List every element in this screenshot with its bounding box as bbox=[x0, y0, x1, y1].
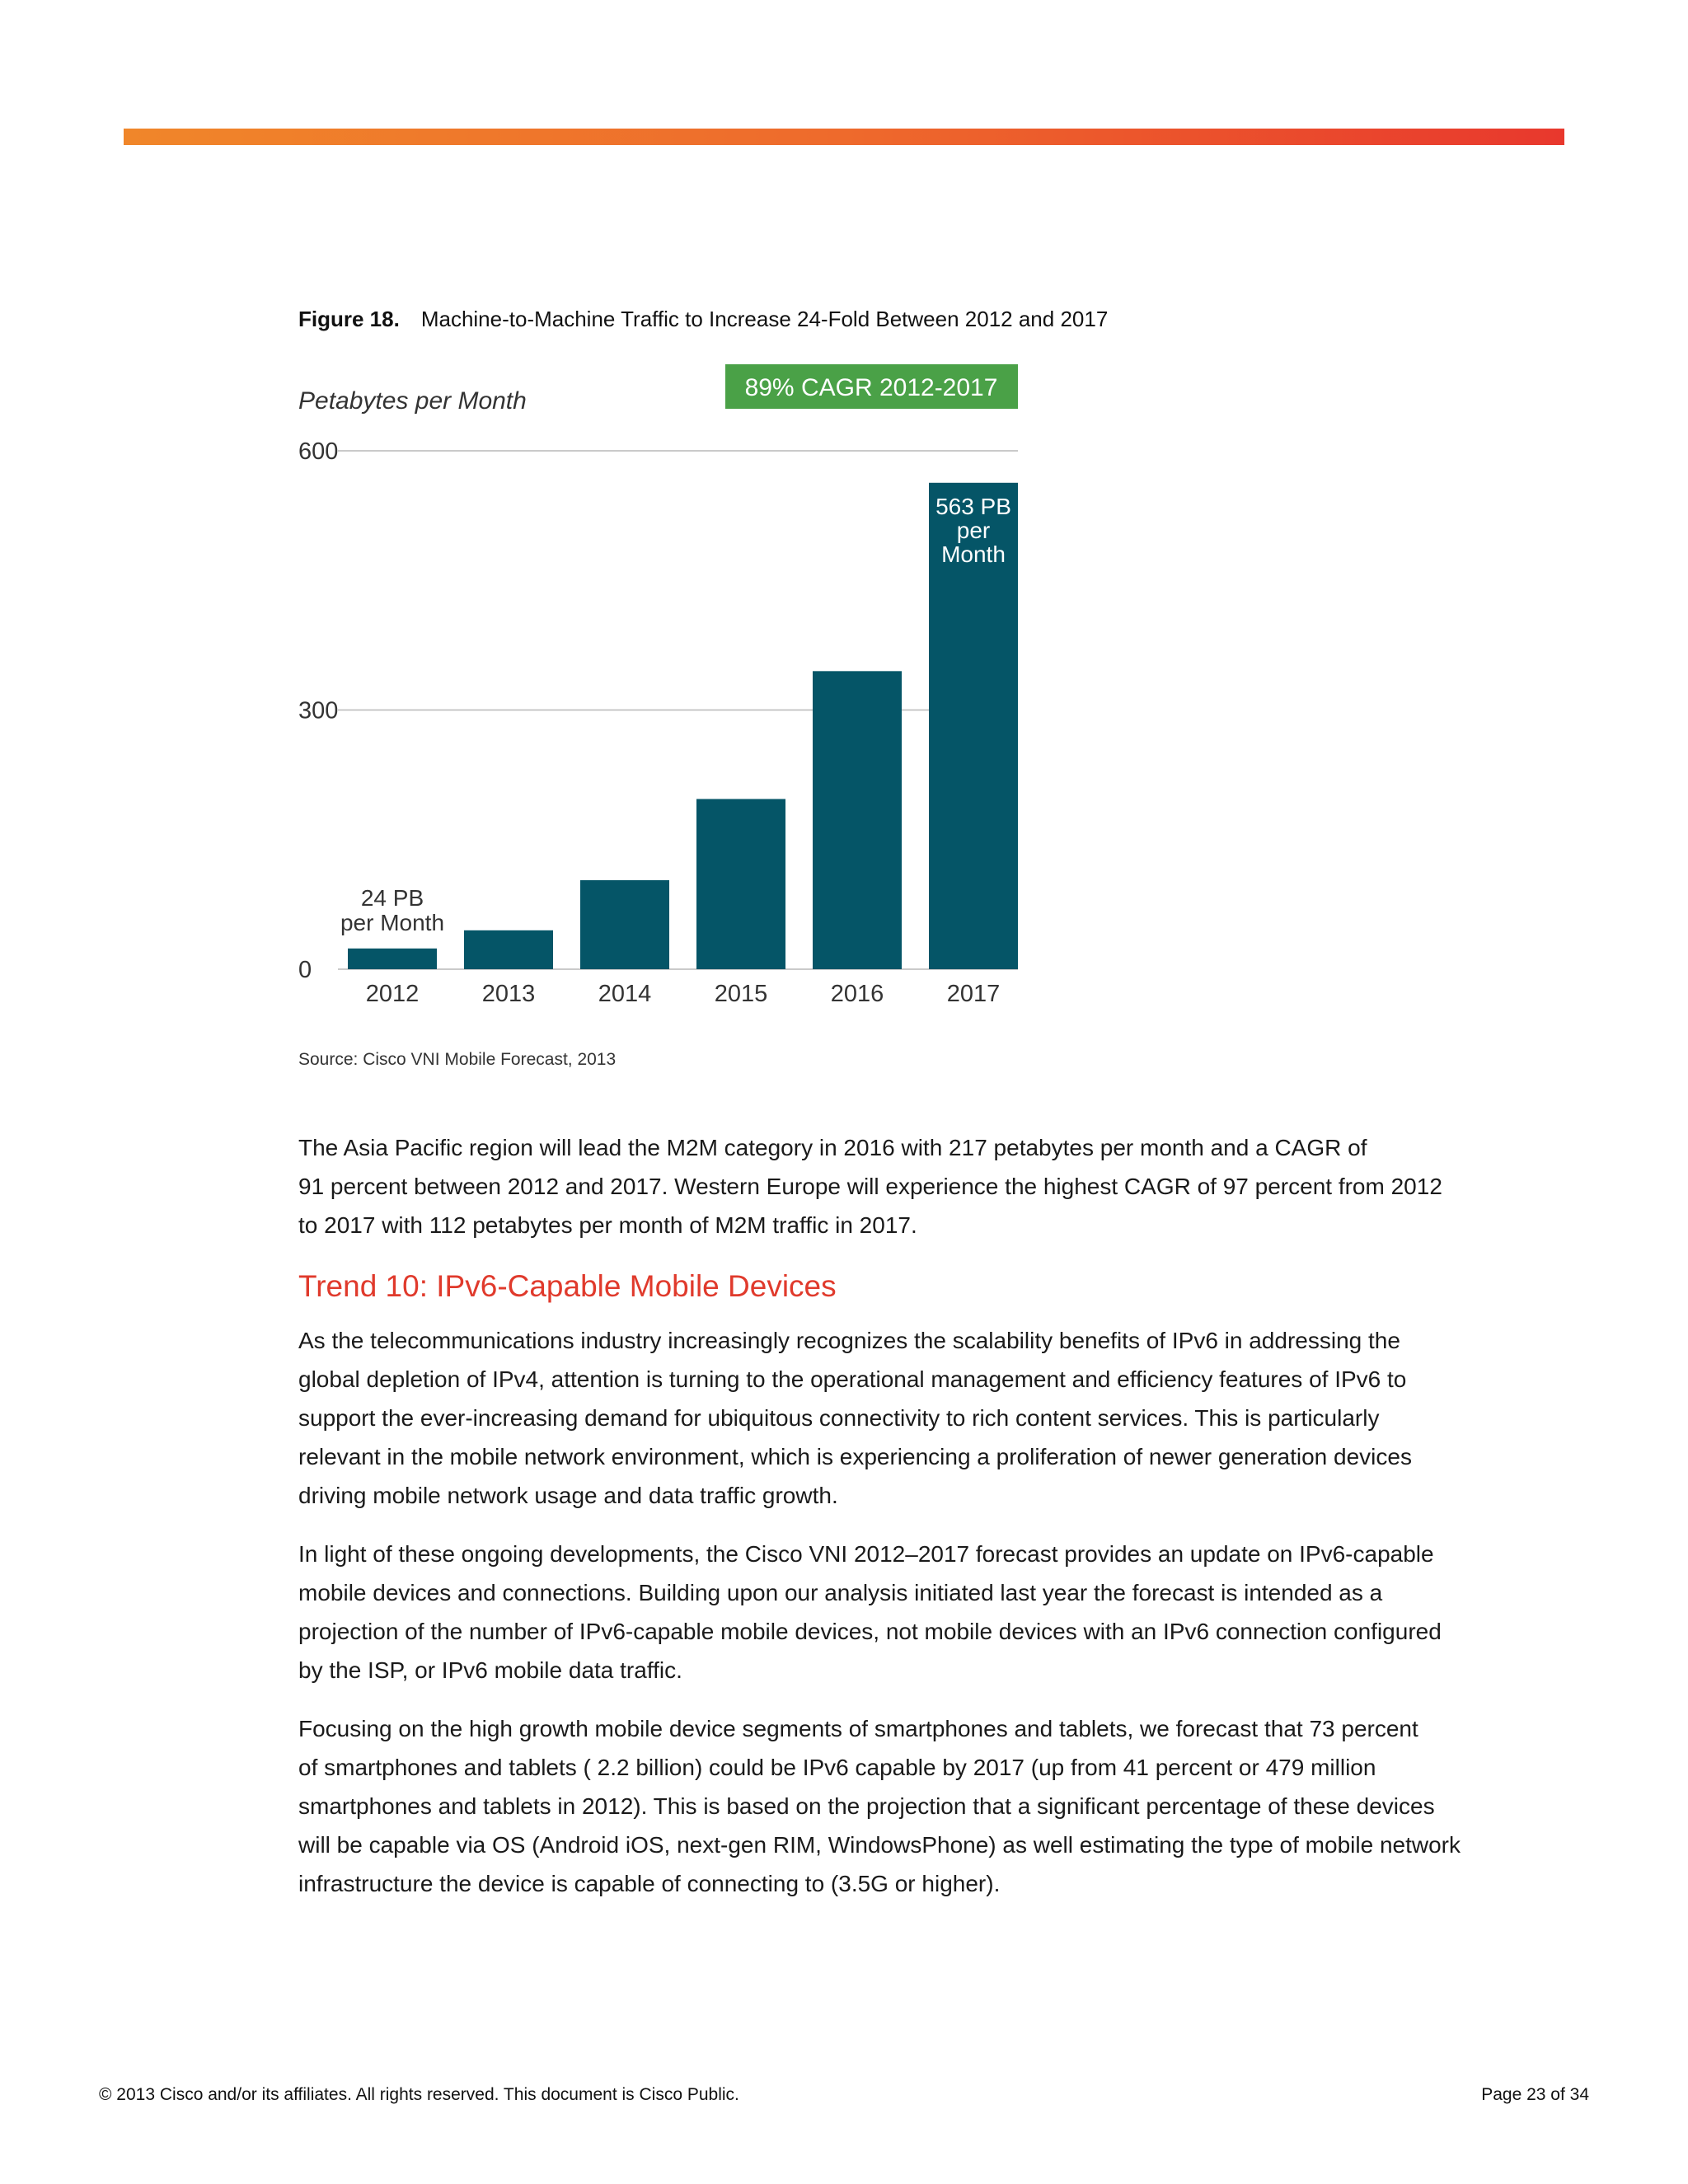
data-label: 24 PB bbox=[360, 884, 424, 911]
data-label: per Month bbox=[340, 909, 445, 935]
bar bbox=[464, 930, 553, 969]
text-line: The Asia Pacific region will lead the M2M category in 2016 with 217 petabytes per month and a CAGR of bbox=[298, 1135, 1367, 1160]
header-accent-bar bbox=[124, 129, 1564, 145]
data-label: 563 PB bbox=[935, 493, 1011, 519]
x-tick-label: 2016 bbox=[830, 981, 884, 1007]
bar bbox=[813, 671, 902, 969]
x-tick-label: 2017 bbox=[946, 981, 1001, 1007]
text-line: In light of these ongoing developments, the Cisco VNI 2012–2017 forecast provides an update on IPv6-capable bbox=[298, 1541, 1434, 1567]
figure-source: Source: Cisco VNI Mobile Forecast, 2013 bbox=[298, 1050, 617, 1069]
figure-title: Machine-to-Machine Traffic to Increase 24-Fold Between 2012 and 2017 bbox=[420, 307, 1109, 331]
text-line: of smartphones and tablets ( 2.2 billion) could be IPv6 capable by 2017 (up from 41 percent or 479 million bbox=[298, 1755, 1376, 1780]
y-tick-label: 0 bbox=[298, 957, 312, 983]
y-tick-label: 300 bbox=[298, 697, 339, 724]
text-line: by the ISP, or IPv6 mobile data traffic. bbox=[298, 1657, 682, 1683]
x-tick-label: 2015 bbox=[714, 981, 768, 1007]
x-tick-label: 2013 bbox=[481, 981, 536, 1007]
text-line: As the telecommunications industry increasingly recognizes the scalability benefits of IPv6 in addressing the bbox=[298, 1328, 1400, 1353]
bar-chart bbox=[288, 354, 1030, 1047]
text-line: will be capable via OS (Android iOS, next-gen RIM, WindowsPhone) as well estimating the type of mobile network bbox=[298, 1832, 1461, 1858]
bar bbox=[348, 949, 437, 969]
x-tick-label: 2014 bbox=[598, 981, 652, 1007]
x-tick-label: 2012 bbox=[365, 981, 420, 1007]
cagr-badge-text: 89% CAGR 2012-2017 bbox=[744, 374, 998, 401]
data-label: Month bbox=[941, 541, 1006, 567]
paragraph-m2m-regions bbox=[298, 1128, 1568, 1244]
text-line: projection of the number of IPv6-capable mobile devices, not mobile devices with an IPv6 connection configured bbox=[298, 1619, 1442, 1644]
figure-label: Figure 18. bbox=[298, 307, 400, 331]
footer-page-number: Page 23 of 34 bbox=[1481, 2085, 1589, 2104]
text-line: relevant in the mobile network environment, which is experiencing a proliferation of newer generation devices bbox=[298, 1444, 1412, 1469]
text-line: mobile devices and connections. Building upon our analysis initiated last year the forecast is intended as a bbox=[298, 1580, 1383, 1605]
data-label: per bbox=[956, 517, 991, 543]
text-line: to 2017 with 112 petabytes per month of M2M traffic in 2017. bbox=[298, 1212, 917, 1238]
bar bbox=[696, 799, 785, 969]
text-line: infrastructure the device is capable of connecting to (3.5G or higher). bbox=[298, 1871, 1001, 1896]
text-line: driving mobile network usage and data traffic growth. bbox=[298, 1483, 838, 1508]
figure-caption bbox=[298, 307, 1108, 332]
paragraph-ipv6-intro bbox=[298, 1321, 1568, 1515]
text-line: global depletion of IPv4, attention is turning to the operational management and efficiency features of IPv6 to bbox=[298, 1366, 1407, 1392]
paragraph-ipv6-forecast bbox=[298, 1535, 1568, 1690]
footer-copyright: © 2013 Cisco and/or its affiliates. All rights reserved. This document is Cisco Public. bbox=[99, 2085, 739, 2104]
y-axis-label: Petabytes per Month bbox=[298, 387, 527, 415]
text-line: support the ever-increasing demand for ubiquitous connectivity to rich content services. This is particularly bbox=[298, 1405, 1380, 1431]
y-tick-label: 600 bbox=[298, 438, 339, 465]
section-heading: Trend 10: IPv6-Capable Mobile Devices bbox=[298, 1269, 837, 1303]
bar bbox=[580, 880, 669, 969]
text-line: Focusing on the high growth mobile device segments of smartphones and tablets, we forecast that 73 percent bbox=[298, 1716, 1418, 1741]
text-line: smartphones and tablets in 2012). This is based on the projection that a significant percentage of these devices bbox=[298, 1793, 1435, 1819]
text-line: 91 percent between 2012 and 2017. Western Europe will experience the highest CAGR of 97 percent from 2012 bbox=[298, 1174, 1442, 1199]
paragraph-ipv6-smartphones bbox=[298, 1709, 1568, 1903]
